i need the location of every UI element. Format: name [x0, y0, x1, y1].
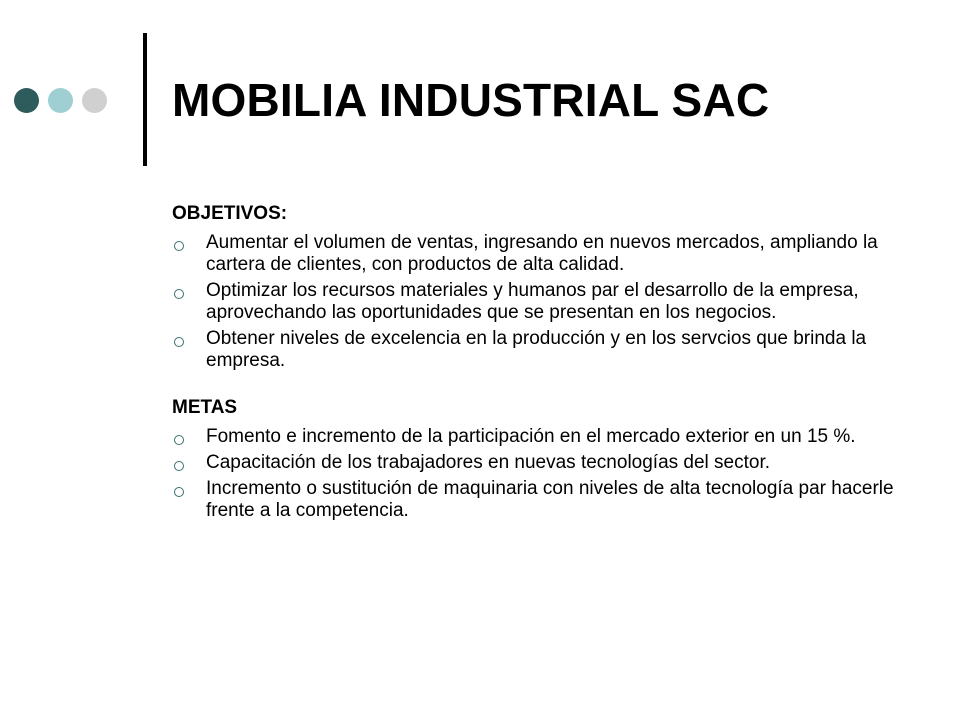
- list-item-text: Incremento o sustitución de maquinaria con niveles de alta tecnología par hacerle frente a la competencia.: [206, 478, 894, 521]
- list-item-text: Fomento e incremento de la participación en el mercado exterior en un 15 %.: [206, 426, 856, 447]
- metas-heading: METAS: [172, 397, 238, 418]
- list-item-text: Optimizar los recursos materiales y humanos par el desarrollo de la empresa, aprovechando las oportunidades que se presentan en los negocios.: [206, 280, 859, 323]
- title-divider-rule: [143, 33, 147, 166]
- list-item: [172, 280, 912, 324]
- objetivos-heading: OBJETIVOS:: [172, 203, 288, 224]
- list-item: [172, 478, 912, 522]
- list-item-text: Aumentar el volumen de ventas, ingresando en nuevos mercados, ampliando la cartera de clientes, con productos de alta calidad.: [206, 232, 878, 275]
- metas-list: [172, 426, 912, 522]
- bullet-circle-icon: [174, 435, 184, 445]
- list-item: [172, 232, 912, 276]
- grey-dot-icon: [82, 88, 107, 113]
- list-item: [172, 328, 912, 372]
- light-teal-dot-icon: [48, 88, 73, 113]
- list-item-text: Capacitación de los trabajadores en nuevas tecnologías del sector.: [206, 452, 771, 473]
- list-item: [172, 452, 912, 474]
- list-item: [172, 426, 912, 448]
- bullet-circle-icon: [174, 487, 184, 497]
- bullet-circle-icon: [174, 337, 184, 347]
- slide-body: [172, 200, 912, 522]
- bullet-circle-icon: [174, 289, 184, 299]
- bullet-circle-icon: [174, 241, 184, 251]
- bullet-circle-icon: [174, 461, 184, 471]
- dark-teal-dot-icon: [14, 88, 39, 113]
- objetivos-list: [172, 232, 912, 372]
- slide-title: MOBILIA INDUSTRIAL SAC: [172, 74, 770, 126]
- list-item-text: Obtener niveles de excelencia en la producción y en los servcios que brinda la empresa.: [206, 328, 867, 371]
- decorative-dots: [14, 88, 107, 113]
